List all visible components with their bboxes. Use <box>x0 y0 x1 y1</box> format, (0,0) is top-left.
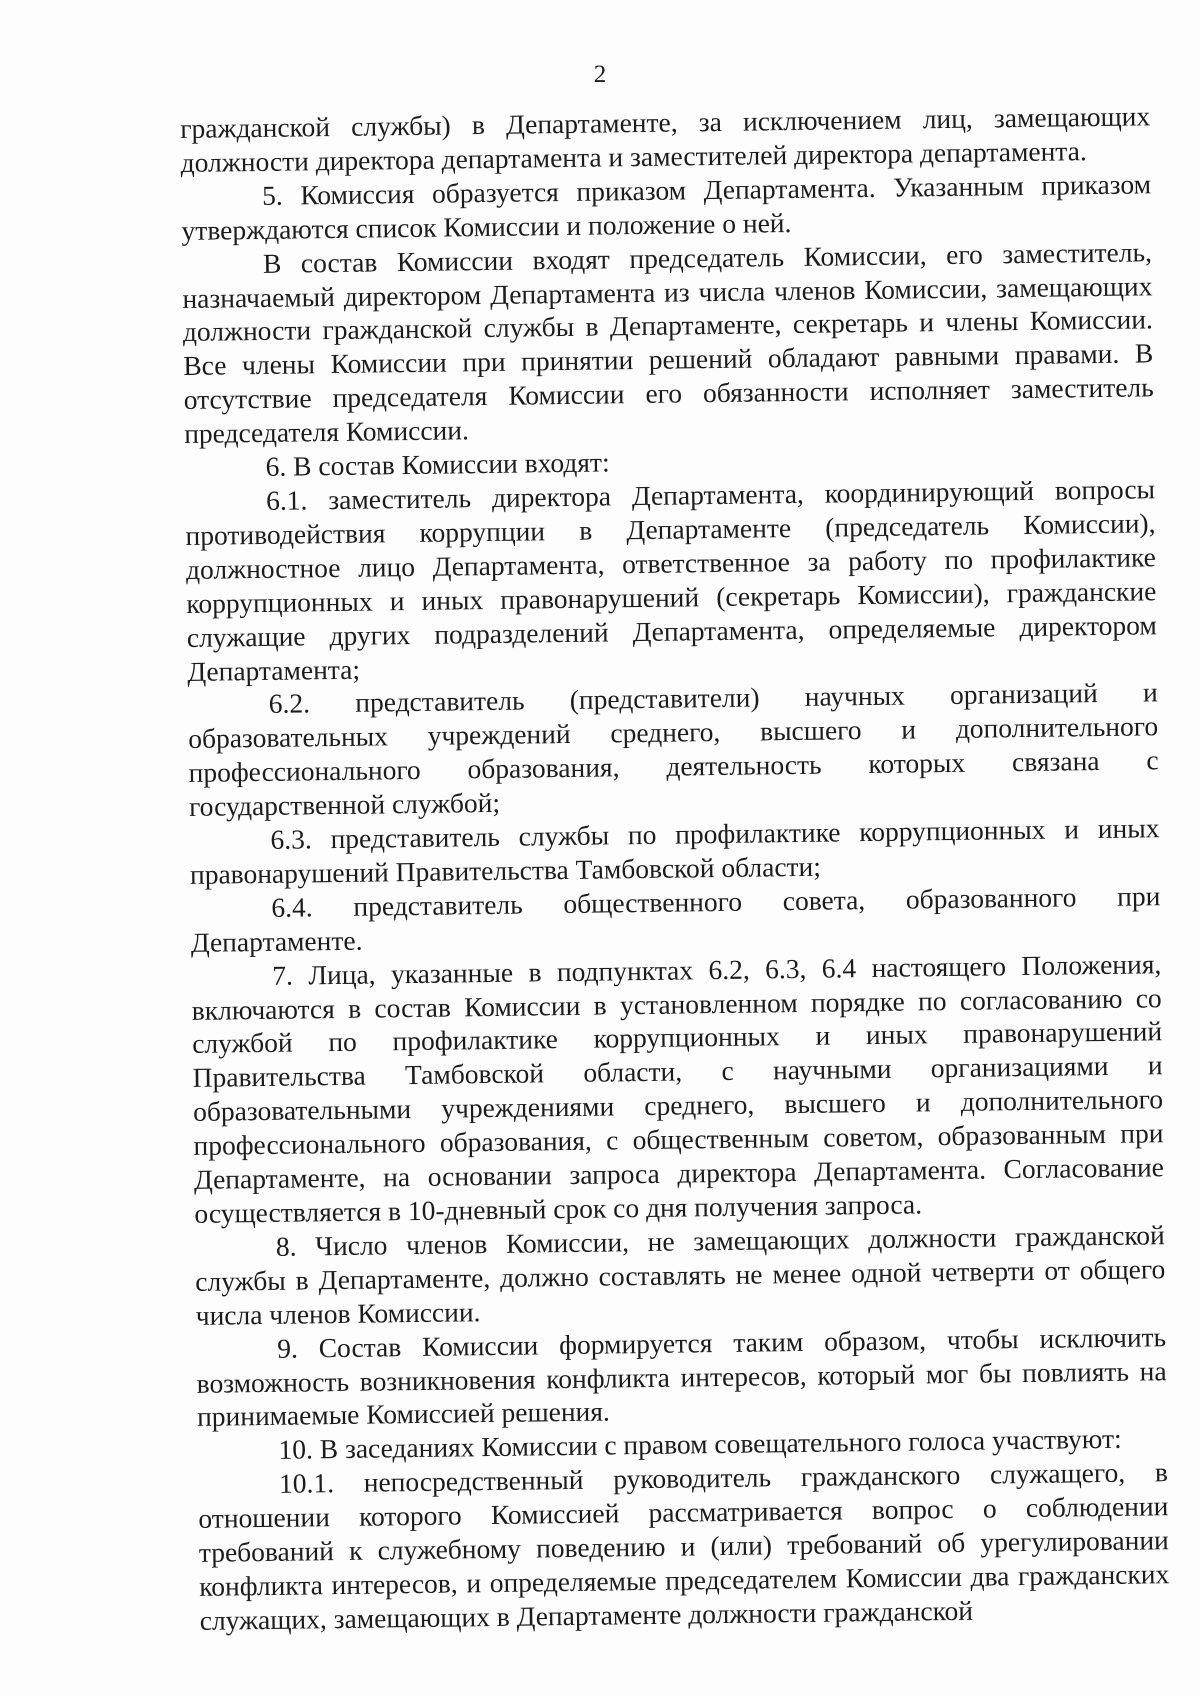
paragraph-item-7: 7. Лица, указанные в подпунктах 6.2, 6.3, 6.4 настоящего Положения, включаются в состав Комиссии в установленном порядке по согласованию со службой по профилактике коррупционных и иных правонарушений Правительства Тамбовской области, с научными организациями и образовательными учреждениями среднего, высшего и дополнительного профессионального образования, с общественным советом, образованным при Департаменте, на основании запроса директора Департамента. Согласование осуществляется в 10-дневный срок со дня получения запроса. <box>191 947 1165 1229</box>
paragraph-item-6-3: 6.3. представитель службы по профилактике коррупционных и иных правонарушений Правительства Тамбовской области; <box>189 812 1160 890</box>
paragraph-item-6-2: 6.2. представитель (представители) научных организаций и образовательных учреждений среднего, высшего и дополнительного профессионального образования, деятельность которых связана с государственной службой; <box>188 676 1159 823</box>
paragraph-commission-composition: В состав Комиссии входят председатель Комиссии, его заместитель, назначаемый директором Департамента из числа членов Комиссии, замещающих должности гражданской службы в Департаменте, секретарь и члены Комиссии. Все члены Комиссии при принятии решений обладают равными правами. В отсутствие председателя Комиссии его обязанности исполняет заместитель председателя Комиссии. <box>182 235 1154 450</box>
paragraph-item-8: 8. Число членов Комиссии, не замещающих должности гражданской службы в Департаменте, должно составлять не менее одной четверти от общего числа членов Комиссии. <box>195 1219 1166 1331</box>
document-body <box>180 99 1170 1637</box>
paragraph-continuation: гражданской службы) в Департаменте, за исключением лиц, замещающих должности директора департамента и заместителей директора департамента. <box>180 100 1151 178</box>
paragraph-item-6-1: 6.1. заместитель директора Департамента, координирующий вопросы противодействия коррупции в Департаменте (председатель Комиссии), должностное лицо Департамента, ответственное за работу по профилактике коррупционных и иных правонарушений (секретарь Комиссии), гражданские служащие других подразделений Департамента, определяемые директором Департамента; <box>185 473 1157 687</box>
paragraph-item-10: 10. В заседаниях Комиссии с правом совещательного голоса участвуют: <box>278 1423 1122 1466</box>
paragraph-item-10-1: 10.1. непосредственный руководитель гражданского служащего, в отношении которого Комиссией рассматривается вопрос о соблюдении требований к служебному поведению и (или) требований об урегулировании конфликта интересов, и определяемые председателем Комиссии два гражданских служащих, замещающих в Департаменте должности гражданской <box>198 1456 1170 1636</box>
paragraph-item-9: 9. Состав Комиссии формируется таким образом, чтобы исключить возможность возникновения конфликта интересов, который мог бы повлиять на принимаемые Комиссией решения. <box>196 1320 1167 1433</box>
paragraph-item-6: 6. В состав Комиссии входят: <box>265 446 610 482</box>
paragraph-item-5: 5. Комиссия образуется приказом Департамента. Указанным приказом утверждаются список Комиссии и положение о ней. <box>181 168 1152 246</box>
page-number: 2 <box>593 61 607 88</box>
paragraph-item-6-4: 6.4. представитель общественного совета, образованного при Департаменте. <box>190 880 1161 958</box>
